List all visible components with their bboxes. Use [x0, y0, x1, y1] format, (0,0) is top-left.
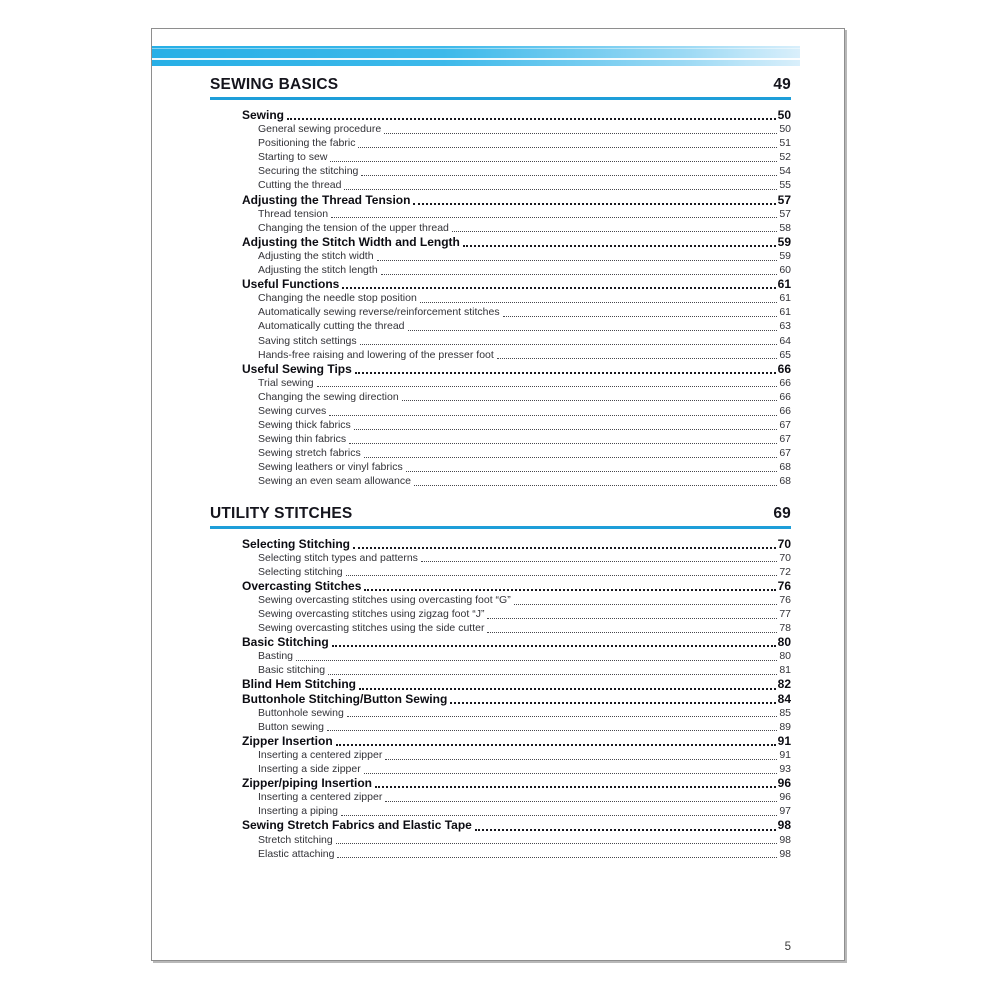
section-heading	[210, 75, 791, 100]
toc-entry-page: 61	[779, 306, 791, 319]
toc-entry-page: 82	[777, 677, 791, 692]
toc-entry	[210, 164, 791, 178]
dot-leader	[463, 245, 776, 247]
toc-entry	[210, 362, 791, 376]
toc-entry-page: 59	[777, 234, 791, 249]
dot-leader	[329, 415, 777, 416]
dot-leader	[514, 604, 778, 605]
toc-entry	[210, 706, 791, 720]
dot-leader	[385, 801, 777, 802]
dot-leader	[361, 175, 777, 176]
toc-entry	[210, 537, 791, 551]
toc-entry	[210, 108, 791, 122]
toc-entry-title: Buttonhole Stitching/Button Sewing	[242, 691, 448, 706]
toc-entry-title: General sewing procedure	[258, 123, 382, 136]
toc-entry-title: Starting to sew	[258, 151, 328, 164]
toc-entry-page: 52	[779, 151, 791, 164]
toc-entry-title: Sewing overcasting stitches using overcasting foot “G”	[258, 593, 511, 606]
dot-leader	[354, 429, 778, 430]
dot-leader	[353, 547, 776, 549]
toc-entry-page: 51	[779, 137, 791, 150]
toc-entry-title: Selecting stitching	[258, 565, 343, 578]
toc-entry-page: 66	[779, 390, 791, 403]
toc-entry-page: 59	[779, 249, 791, 262]
dot-leader	[331, 217, 777, 218]
dot-leader	[332, 645, 776, 647]
dot-leader	[420, 302, 778, 303]
toc-entry-page: 67	[779, 433, 791, 446]
toc-entry-page: 77	[779, 608, 791, 620]
toc-entry	[210, 263, 791, 277]
toc-entry	[210, 136, 791, 150]
toc-section	[210, 504, 791, 861]
toc-entry-page: 93	[779, 763, 791, 776]
dot-leader	[364, 457, 778, 458]
toc-entry-page: 67	[779, 419, 791, 432]
toc-entry	[210, 277, 791, 291]
toc-entry-title: Securing the stitching	[258, 165, 359, 178]
toc-entry-title: Sewing thin fabrics	[258, 433, 347, 446]
section-heading	[210, 504, 791, 529]
toc-entry-title: Sewing thick fabrics	[258, 419, 351, 432]
toc-entry	[210, 474, 791, 488]
dot-leader	[296, 660, 777, 661]
toc-entry-page: 96	[779, 791, 791, 804]
toc-entry-title: Inserting a piping	[258, 805, 338, 818]
toc-entry-title: Basting	[258, 650, 294, 663]
toc-entry-title: Sewing overcasting stitches using the side cutter	[258, 622, 485, 635]
toc-entry-title: Sewing Stretch Fabrics and Elastic Tape	[242, 818, 472, 833]
toc-entry	[210, 207, 791, 221]
dot-leader	[327, 730, 777, 731]
dot-leader	[337, 857, 777, 858]
toc-entry-title: Hands-free raising and lowering of the presser foot	[258, 348, 494, 361]
toc-entry	[210, 122, 791, 136]
toc-entry-title: Elastic attaching	[258, 847, 335, 860]
toc-entry-title: Adjusting the stitch length	[258, 264, 378, 277]
toc-entry-title: Inserting a centered zipper	[258, 791, 383, 804]
dot-leader	[364, 589, 775, 591]
toc-entry-title: Inserting a centered zipper	[258, 748, 383, 761]
dot-leader	[358, 147, 777, 148]
dot-leader	[475, 829, 776, 831]
toc-entry-page: 64	[779, 334, 791, 347]
toc-entry	[210, 748, 791, 762]
dot-leader	[359, 688, 776, 690]
toc-entry	[210, 178, 791, 192]
toc-entry	[210, 621, 791, 635]
toc-entry	[210, 677, 791, 691]
header-gradient-bar	[152, 46, 800, 66]
toc-entry-page: 57	[779, 207, 791, 220]
toc-entry	[210, 607, 791, 621]
toc-entry-page: 76	[779, 593, 791, 606]
dot-leader	[413, 203, 775, 205]
toc-entry-title: Selecting stitch types and patterns	[258, 551, 418, 564]
toc-entry-page: 84	[777, 691, 791, 706]
toc-entry	[210, 804, 791, 818]
dot-leader	[377, 260, 778, 261]
dot-leader	[497, 358, 778, 359]
toc-entry-page: 91	[779, 748, 791, 761]
manual-page	[151, 28, 845, 961]
section-title: SEWING BASICS	[210, 76, 339, 93]
toc-entry-title: Sewing	[242, 108, 285, 122]
toc-entry-page: 50	[777, 108, 791, 122]
toc-entry-page: 65	[779, 348, 791, 361]
toc-entry	[210, 418, 791, 432]
toc-entry-title: Overcasting Stitches	[242, 578, 362, 593]
toc-entry-page: 55	[779, 179, 791, 192]
toc-entry-title: Useful Functions	[242, 277, 340, 292]
toc-entry-page: 80	[777, 635, 791, 650]
toc-entry-page: 78	[779, 622, 791, 635]
toc-entry	[210, 404, 791, 418]
toc-entry-title: Sewing an even seam allowance	[258, 475, 411, 488]
toc-section	[210, 75, 791, 489]
toc-entry	[210, 692, 791, 706]
toc-entry-page: 98	[777, 818, 791, 833]
toc-entry-page: 98	[779, 833, 791, 846]
dot-leader	[421, 561, 777, 562]
toc-entry	[210, 720, 791, 734]
toc-entry	[210, 249, 791, 263]
toc-entry	[210, 305, 791, 319]
toc-entry-page: 50	[779, 123, 791, 136]
toc-entry	[210, 319, 791, 333]
toc-entry-page: 97	[779, 805, 791, 818]
dot-leader	[450, 702, 775, 704]
toc-entry	[210, 847, 791, 861]
dot-leader	[487, 632, 777, 633]
toc-entry-title: Stretch stitching	[258, 833, 333, 846]
toc-entry	[210, 460, 791, 474]
dot-leader	[317, 386, 778, 387]
toc-entry-title: Buttonhole sewing	[258, 706, 344, 719]
dot-leader	[341, 815, 777, 816]
toc-entry-title: Button sewing	[258, 720, 324, 733]
toc-entry	[210, 221, 791, 235]
toc-entry-title: Blind Hem Stitching	[242, 677, 356, 692]
toc-entry	[210, 446, 791, 460]
toc-entry-title: Sewing leathers or vinyl fabrics	[258, 461, 403, 474]
toc-entry	[210, 565, 791, 579]
dot-leader	[336, 843, 778, 844]
toc-entry	[210, 593, 791, 607]
toc-entry-list	[210, 537, 791, 861]
toc-entry-page: 66	[779, 376, 791, 389]
toc-entry-title: Zipper Insertion	[242, 733, 333, 748]
dot-leader	[287, 118, 776, 120]
toc-entry-page: 63	[779, 320, 791, 333]
toc-entry-title: Changing the tension of the upper thread	[258, 221, 449, 234]
dot-leader	[375, 786, 776, 788]
toc	[210, 75, 791, 861]
toc-entry-title: Changing the needle stop position	[258, 292, 417, 305]
dot-leader	[384, 133, 777, 134]
toc-entry-page: 66	[777, 361, 791, 376]
dot-leader	[385, 759, 777, 760]
toc-entry-page: 57	[777, 192, 791, 207]
toc-entry-title: Trial sewing	[258, 376, 314, 389]
toc-entry-title: Automatically cutting the thread	[258, 320, 405, 333]
toc-entry	[210, 291, 791, 305]
toc-entry-page: 80	[779, 650, 791, 663]
dot-leader	[452, 231, 777, 232]
toc-entry-page: 70	[779, 551, 791, 564]
toc-entry-title: Thread tension	[258, 207, 329, 220]
toc-entry-title: Sewing overcasting stitches using zigzag foot “J”	[258, 608, 485, 620]
toc-entry-page: 96	[777, 776, 791, 791]
dot-leader	[408, 330, 778, 331]
toc-entry	[210, 818, 791, 832]
dot-leader	[406, 471, 778, 472]
toc-entry	[210, 734, 791, 748]
toc-entry-title: Saving stitch settings	[258, 334, 357, 347]
header-bar-highlight-line	[152, 48, 800, 49]
toc-entry	[210, 635, 791, 649]
toc-entry	[210, 833, 791, 847]
toc-entry	[210, 376, 791, 390]
dot-leader	[347, 716, 778, 717]
toc-entry	[210, 551, 791, 565]
dot-leader	[503, 316, 778, 317]
toc-entry	[210, 579, 791, 593]
toc-entry-title: Sewing curves	[258, 404, 327, 417]
section-title: UTILITY STITCHES	[210, 504, 353, 522]
page-number: 5	[784, 941, 791, 953]
toc-entry-title: Basic Stitching	[242, 635, 329, 650]
toc-entry-page: 85	[779, 706, 791, 719]
dot-leader	[355, 372, 776, 374]
toc-entry	[210, 150, 791, 164]
toc-entry	[210, 390, 791, 404]
toc-entry-page: 89	[779, 720, 791, 733]
toc-entry-page: 54	[779, 165, 791, 178]
toc-entry-page: 70	[777, 536, 791, 551]
toc-entry-page: 98	[779, 847, 791, 860]
toc-entry	[210, 663, 791, 677]
toc-entry	[210, 334, 791, 348]
section-page-number: 49	[773, 76, 791, 93]
dot-leader	[414, 485, 777, 486]
toc-entry	[210, 348, 791, 362]
toc-entry-list	[210, 108, 791, 489]
toc-entry	[210, 762, 791, 776]
toc-entry	[210, 193, 791, 207]
toc-entry-title: Adjusting the stitch width	[258, 249, 374, 262]
dot-leader	[344, 189, 777, 190]
toc-entry-page: 72	[779, 565, 791, 578]
toc-entry-title: Sewing stretch fabrics	[258, 447, 361, 460]
dot-leader	[328, 674, 777, 675]
toc-entry-page: 58	[779, 221, 791, 234]
toc-entry-title: Zipper/piping Insertion	[242, 776, 372, 791]
toc-entry-page: 67	[779, 447, 791, 460]
toc-entry-title: Adjusting the Stitch Width and Length	[242, 234, 460, 249]
toc-entry-title: Useful Sewing Tips	[242, 361, 352, 376]
dot-leader	[364, 773, 778, 774]
toc-entry-page: 68	[779, 461, 791, 474]
dot-leader	[342, 287, 775, 289]
toc-entry-title: Positioning the fabric	[258, 137, 356, 150]
toc-entry-page: 76	[777, 578, 791, 593]
toc-entry-title: Inserting a side zipper	[258, 763, 361, 776]
dot-leader	[381, 274, 778, 275]
toc-entry	[210, 432, 791, 446]
toc-entry-page: 61	[777, 277, 791, 292]
toc-entry	[210, 776, 791, 790]
toc-entry	[210, 235, 791, 249]
toc-entry-title: Automatically sewing reverse/reinforcement stitches	[258, 306, 500, 319]
dot-leader	[402, 400, 778, 401]
toc-entry-page: 60	[779, 264, 791, 277]
toc-entry	[210, 790, 791, 804]
toc-entry-page: 61	[779, 292, 791, 305]
toc-entry-page: 68	[779, 475, 791, 488]
toc-entry-title: Selecting Stitching	[242, 536, 351, 551]
toc-entry-page: 91	[777, 733, 791, 748]
section-page-number: 69	[773, 504, 791, 522]
toc-entry-page: 66	[779, 404, 791, 417]
header-bar-white-line	[152, 58, 800, 60]
dot-leader	[487, 618, 777, 619]
toc-entry-title: Basic stitching	[258, 664, 326, 677]
toc-entry-title: Changing the sewing direction	[258, 390, 399, 403]
toc-entry-title: Adjusting the Thread Tension	[242, 192, 411, 207]
dot-leader	[346, 575, 778, 576]
toc-entry-page: 81	[779, 664, 791, 677]
toc-entry-title: Cutting the thread	[258, 179, 342, 192]
dot-leader	[360, 344, 778, 345]
toc-entry	[210, 649, 791, 663]
dot-leader	[330, 161, 777, 162]
dot-leader	[336, 744, 776, 746]
dot-leader	[349, 443, 777, 444]
